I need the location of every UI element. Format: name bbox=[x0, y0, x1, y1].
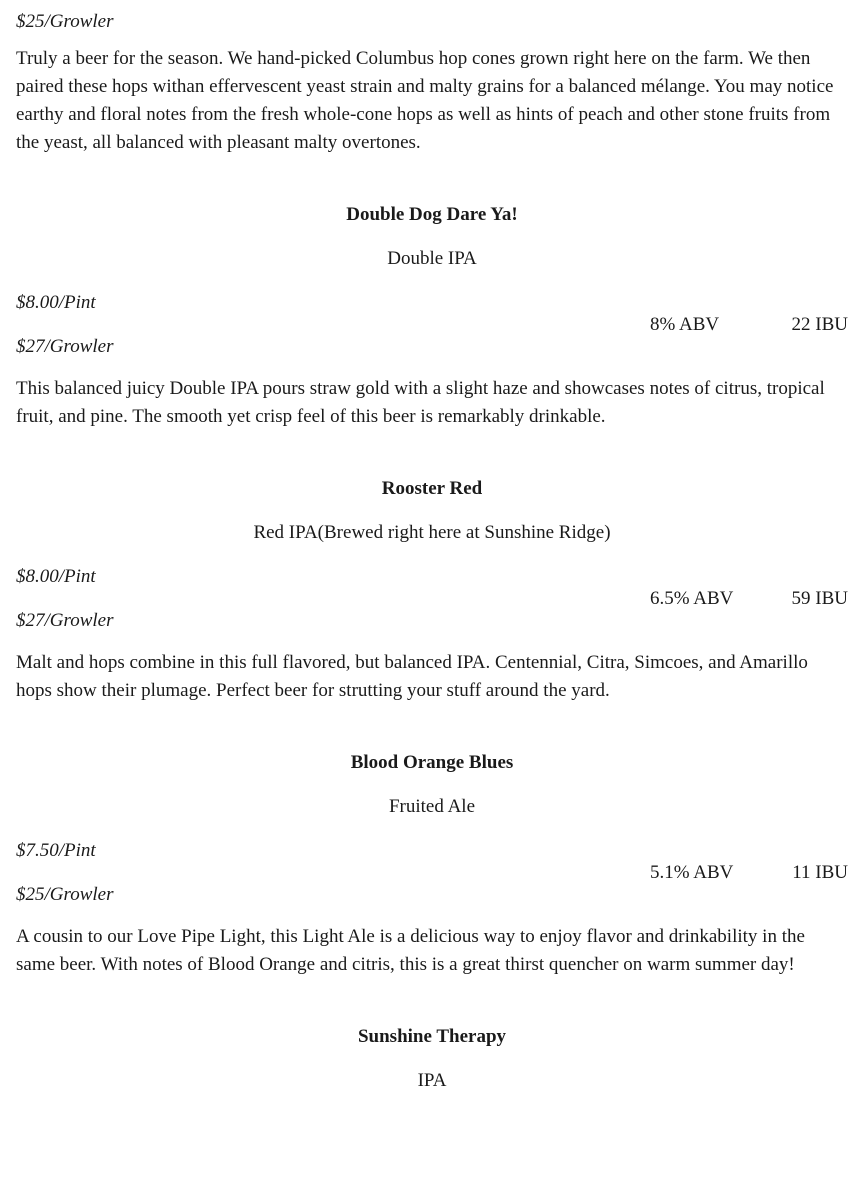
beer-style: IPA bbox=[417, 1070, 447, 1091]
growler-price: $27/Growler bbox=[16, 336, 114, 357]
beer-ibu: 22 IBU bbox=[791, 314, 848, 335]
beer-name: Double Dog Dare Ya! bbox=[346, 204, 518, 225]
beer-entry bbox=[16, 741, 848, 979]
beer-name: Sunshine Therapy bbox=[357, 1026, 507, 1047]
beer-price-row bbox=[16, 0, 848, 32]
beer-ibu: 59 IBU bbox=[791, 588, 848, 609]
growler-price: $27/Growler bbox=[16, 610, 114, 631]
beer-entry bbox=[16, 193, 848, 431]
beer-description: This balanced juicy Double IPA pours straw gold with a slight haze and showcases notes of citrus, tropical fruit, and pine. The smooth yet crisp feel of this beer is remarkably drinkable. bbox=[16, 378, 825, 427]
beer-abv: 5.1% ABV bbox=[650, 862, 734, 883]
beer-entry bbox=[16, 467, 848, 705]
beer-description: Truly a beer for the season. We hand-picked Columbus hop cones grown right here on the farm. We then paired these hops withan effervescent yeast strain and malty grains for a balanced mélange. You may notice earthy and floral notes from the fresh whole-cone hops as well as hints of peach and other stone fruits from the yeast, all balanced with pleasant malty overtones. bbox=[16, 48, 834, 153]
pint-price: $8.00/Pint bbox=[16, 292, 96, 313]
beer-prices bbox=[16, 0, 316, 44]
beer-price-row bbox=[16, 555, 848, 643]
pint-price: $8.00/Pint bbox=[16, 566, 96, 587]
beer-price-row bbox=[16, 281, 848, 369]
beer-name: Blood Orange Blues bbox=[350, 752, 514, 773]
beer-menu bbox=[16, 0, 848, 1103]
growler-price: $25/Growler bbox=[16, 884, 114, 905]
beer-name: Rooster Red bbox=[381, 478, 483, 499]
growler-price: $25/Growler bbox=[16, 11, 114, 32]
pint-price: $7.50/Pint bbox=[16, 840, 96, 861]
beer-entry bbox=[16, 1015, 848, 1103]
beer-prices bbox=[16, 281, 316, 369]
beer-style: Fruited Ale bbox=[388, 796, 476, 817]
beer-prices bbox=[16, 555, 316, 643]
beer-description: A cousin to our Love Pipe Light, this Light Ale is a delicious way to enjoy flavor and drinkability in the same beer. With notes of Blood Orange and citris, this is a great thirst quencher on warm summer day! bbox=[16, 926, 805, 975]
beer-abv: 8% ABV bbox=[650, 314, 720, 335]
beer-description: Malt and hops combine in this full flavored, but balanced IPA. Centennial, Citra, Simcoes, and Amarillo hops show their plumage. Perfect beer for strutting your stuff around the yard. bbox=[16, 652, 808, 701]
beer-style: Red IPA(Brewed right here at Sunshine Ridge) bbox=[253, 522, 611, 543]
beer-ibu: 11 IBU bbox=[792, 862, 848, 883]
beer-prices bbox=[16, 829, 316, 917]
beer-entry bbox=[16, 0, 848, 157]
beer-style: Double IPA bbox=[387, 248, 477, 269]
beer-price-row bbox=[16, 829, 848, 917]
beer-abv: 6.5% ABV bbox=[650, 588, 734, 609]
